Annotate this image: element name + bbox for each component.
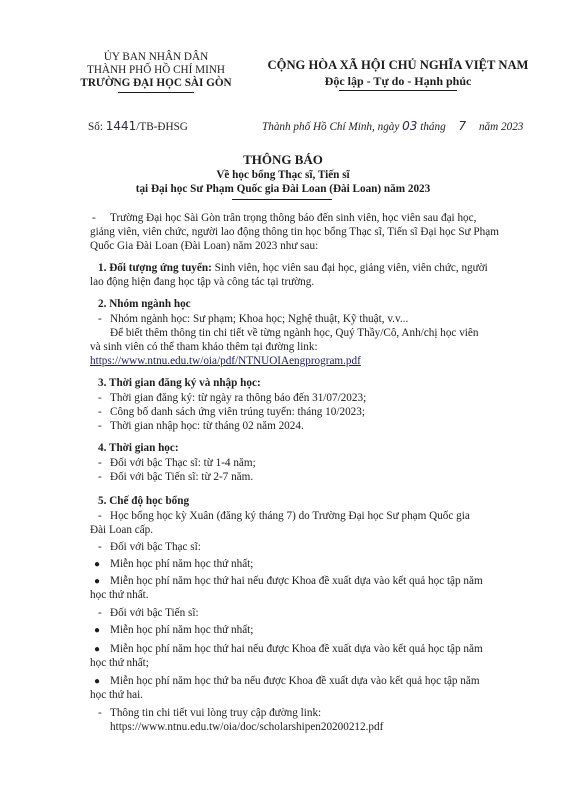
issuer-line-2: THÀNH PHỐ HỒ CHÍ MINH xyxy=(87,64,225,76)
s5-scholarship-link[interactable]: https://www.ntnu.edu.tw/oia/doc/scholarshipen20200212.pdf xyxy=(110,721,384,733)
s5-m-bullet-2-line-2: học thứ nhất. xyxy=(90,589,149,601)
s5-p-bullet-2-line-2: học thứ nhất; xyxy=(90,657,149,669)
s5-dash-masters: - xyxy=(98,541,102,553)
intro-line-3: Quốc Gia Đài Loan (Đài Loan) năm 2023 như sau: xyxy=(90,240,319,252)
section-2-heading: 2. Nhóm ngành học xyxy=(98,298,191,310)
s5-p-bullet-3-line-2: học thứ hai. xyxy=(90,689,143,701)
section-1 xyxy=(98,261,488,275)
s4-item-1: Đối với bậc Thạc sĩ: từ 1-4 năm; xyxy=(110,457,256,469)
issuer-line-3: TRƯỜNG ĐẠI HỌC SÀI GÒN xyxy=(80,77,232,89)
section-1-text-1: Sinh viên, học viên sau đại học, giảng viên, viên chức, người xyxy=(214,262,488,274)
s5-dash-intro: - xyxy=(98,510,102,522)
national-motto-line-1: CỘNG HÒA XÃ HỘI CHỦ NGHĨA VIỆT NAM xyxy=(267,58,529,72)
bullet-icon: ● xyxy=(94,644,101,655)
bullet-icon: ● xyxy=(94,676,101,687)
section-1-heading: 1. Đối tượng ứng tuyển: xyxy=(98,262,212,274)
s3-item-2: Công bố danh sách ứng viên trúng tuyển: tháng 10/2023; xyxy=(110,406,365,418)
s3-dash-1: - xyxy=(98,392,102,404)
s5-dash-phd: - xyxy=(98,607,102,619)
s3-item-1: Thời gian đăng ký: từ ngày ra thông báo đến 31/07/2023; xyxy=(110,392,367,404)
s4-dash-2: - xyxy=(98,471,102,483)
s3-item-3: Thời gian nhập học: từ tháng 02 năm 2024. xyxy=(110,420,304,432)
doc-no-suffix: /TB-ĐHSG xyxy=(136,121,188,133)
bullet-icon: ● xyxy=(94,559,101,570)
s4-item-2: Đối với bậc Tiến sĩ: từ 2-7 năm. xyxy=(110,471,254,483)
bullet-icon: ● xyxy=(94,625,101,636)
motto-underline xyxy=(339,90,457,91)
issuer-line-1: ỦY BAN NHÂN DÂN xyxy=(103,51,209,63)
s5-detail-label: Thông tin chi tiết vui lòng truy cập đường link: xyxy=(110,707,322,719)
document-date xyxy=(262,119,523,134)
document-number xyxy=(88,119,188,134)
s5-intro-line-2: Đài Loan cấp. xyxy=(90,524,154,536)
section-1-text-2: lao động hiện đang học tập và công tác tại trường. xyxy=(90,276,315,288)
s3-dash-2: - xyxy=(98,406,102,418)
intro-line-1: Trường Đại học Sài Gòn trân trọng thông báo đến sinh viên, học viên sau đại học, xyxy=(110,212,477,224)
s5-intro-line-1: Học bổng học kỳ Xuân (đăng ký tháng 7) do Trường Đại học Sư phạm Quốc gia xyxy=(110,510,470,522)
doc-no-handwritten: 1441 xyxy=(105,119,137,133)
s5-m-bullet-2-line-1: Miễn học phí năm học thứ hai nếu được Khoa đề xuất dựa vào kết quả học tập năm xyxy=(110,575,483,587)
date-day: 03 xyxy=(402,119,418,133)
s4-dash-1: - xyxy=(98,457,102,469)
s5-p-bullet-3-line-1: Miễn học phí năm học thứ ba nếu được Khoa đề xuất dựa vào kết quả học tập năm xyxy=(110,675,480,687)
s3-dash-3: - xyxy=(98,420,102,432)
date-prefix: Thành phố Hồ Chí Minh, ngày xyxy=(262,121,400,133)
intro-dash: - xyxy=(92,212,96,224)
s5-m-bullet-1: Miễn học phí năm học thứ nhất; xyxy=(110,558,254,570)
issuer-underline xyxy=(118,92,194,93)
date-month: 7 xyxy=(458,119,467,133)
s5-masters-label: Đối với bậc Thạc sĩ: xyxy=(110,541,201,553)
s5-dash-detail: - xyxy=(98,707,102,719)
s2-item-1: Nhóm ngành học: Sư phạm; Khoa học; Nghệ thuật, Kỹ thuật, v.v... xyxy=(110,313,409,325)
doc-no-prefix: Số: xyxy=(88,121,103,133)
notice-subtitle-1: Về học bổng Thạc sĩ, Tiến sĩ xyxy=(216,169,350,181)
national-motto-line-2: Độc lập - Tự do - Hạnh phúc xyxy=(324,74,472,88)
s5-p-bullet-1: Miễn học phí năm học thứ nhất; xyxy=(110,624,254,636)
notice-title: THÔNG BÁO xyxy=(243,152,323,167)
s2-program-link[interactable]: https://www.ntnu.edu.tw/oia/pdf/NTNUOIAengprogram.pdf xyxy=(90,355,361,367)
bullet-icon: ● xyxy=(94,576,101,587)
s2-para-line-2: và sinh viên có thể tham khảo thêm tại đường link: xyxy=(90,341,318,353)
s5-p-bullet-2-line-1: Miễn học phí năm học thứ hai nếu được Khoa đề xuất dựa vào kết quả học tập năm xyxy=(110,643,483,655)
section-4-heading: 4. Thời gian học: xyxy=(98,442,179,454)
section-5-heading: 5. Chế độ học bổng xyxy=(98,495,190,507)
notice-subtitle-2: tại Đại học Sư Phạm Quốc gia Đài Loan (Đài Loan) năm 2023 xyxy=(135,183,431,195)
section-3-heading: 3. Thời gian đăng ký và nhập học: xyxy=(98,377,261,389)
s5-phd-label: Đối với bậc Tiến sĩ: xyxy=(110,607,199,619)
date-month-word: tháng xyxy=(420,121,446,133)
s2-para-line-1: Để biết thêm thông tin chi tiết về từng ngành học, Quý Thầy/Cô, Anh/chị học viên xyxy=(110,327,479,339)
date-year: năm 2023 xyxy=(478,121,524,133)
intro-line-2: giảng viên, viên chức, người lao động thông tin học bổng Thạc sĩ, Tiến sĩ Đại học Sư Phạm xyxy=(90,226,499,238)
s2-dash-1: - xyxy=(98,313,102,325)
title-underline xyxy=(232,199,332,200)
